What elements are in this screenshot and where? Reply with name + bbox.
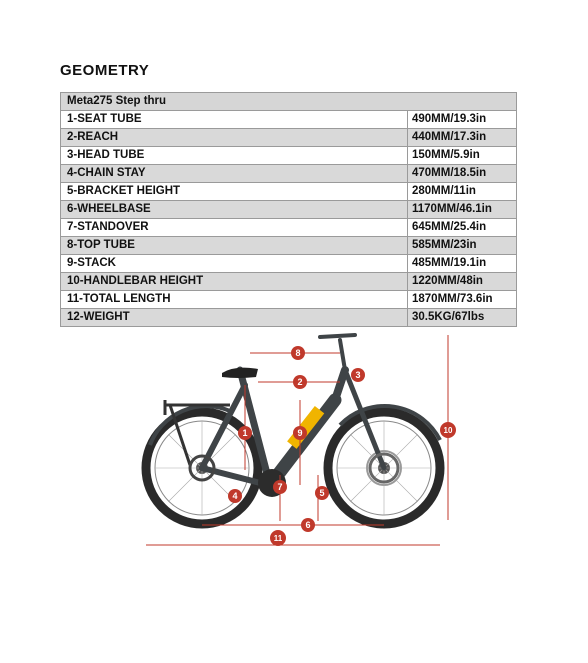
table-row: [61, 309, 517, 327]
table-row: [61, 201, 517, 219]
svg-text:9: 9: [297, 428, 303, 438]
marker-6: [301, 518, 315, 532]
table-row: [61, 165, 517, 183]
table-row: [61, 273, 517, 291]
table-row: [61, 183, 517, 201]
row-label: 1-SEAT TUBE: [61, 111, 408, 129]
page-title: GEOMETRY: [60, 62, 150, 79]
marker-1: [238, 426, 252, 440]
geometry-table: [60, 92, 517, 327]
table-row: [61, 237, 517, 255]
row-label: 4-CHAIN STAY: [61, 165, 408, 183]
svg-text:4: 4: [232, 491, 238, 501]
marker-8: [291, 346, 305, 360]
row-value: 30.5KG/67lbs: [408, 309, 517, 327]
table-row: [61, 219, 517, 237]
row-label: 7-STANDOVER: [61, 219, 408, 237]
saddle: [222, 368, 258, 378]
row-value: 280MM/11in: [408, 183, 517, 201]
svg-text:3: 3: [355, 370, 361, 380]
row-label: 8-TOP TUBE: [61, 237, 408, 255]
svg-text:5: 5: [319, 488, 325, 498]
marker-7: [273, 480, 287, 494]
row-value: 485MM/19.1in: [408, 255, 517, 273]
svg-text:11: 11: [273, 534, 283, 543]
table-row: [61, 147, 517, 165]
marker-10: [440, 422, 456, 438]
svg-text:8: 8: [295, 348, 301, 358]
model-name: Meta275 Step thru: [61, 93, 517, 111]
marker-3: [351, 368, 365, 382]
row-label: 10-HANDLEBAR HEIGHT: [61, 273, 408, 291]
marker-5: [315, 486, 329, 500]
marker-4: [228, 489, 242, 503]
row-value: 1870MM/73.6in: [408, 291, 517, 309]
svg-text:1: 1: [242, 428, 248, 438]
svg-text:7: 7: [277, 482, 283, 492]
row-value: 470MM/18.5in: [408, 165, 517, 183]
svg-text:6: 6: [305, 520, 311, 530]
row-value: 645MM/25.4in: [408, 219, 517, 237]
svg-text:10: 10: [443, 426, 453, 435]
row-value: 1220MM/48in: [408, 273, 517, 291]
row-value: 440MM/17.3in: [408, 129, 517, 147]
row-value: 1170MM/46.1in: [408, 201, 517, 219]
table-row: [61, 129, 517, 147]
row-value: 150MM/5.9in: [408, 147, 517, 165]
table-header-row: [61, 93, 517, 111]
row-label: 6-WHEELBASE: [61, 201, 408, 219]
svg-text:2: 2: [297, 377, 303, 387]
marker-11: [270, 530, 286, 546]
row-value: 585MM/23in: [408, 237, 517, 255]
table-row: [61, 255, 517, 273]
row-label: 12-WEIGHT: [61, 309, 408, 327]
row-label: 11-TOTAL LENGTH: [61, 291, 408, 309]
marker-2: [293, 375, 307, 389]
row-value: 490MM/19.3in: [408, 111, 517, 129]
table-row: [61, 111, 517, 129]
bike-geometry-diagram: [0, 325, 588, 555]
marker-9: [293, 426, 307, 440]
row-label: 5-BRACKET HEIGHT: [61, 183, 408, 201]
row-label: 9-STACK: [61, 255, 408, 273]
row-label: 2-REACH: [61, 129, 408, 147]
row-label: 3-HEAD TUBE: [61, 147, 408, 165]
table-row: [61, 291, 517, 309]
